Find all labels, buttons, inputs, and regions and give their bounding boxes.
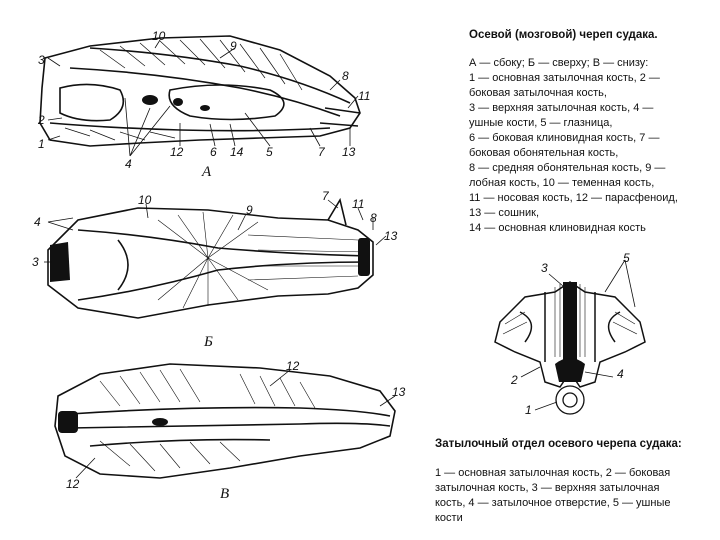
legend-line: кости: [435, 512, 463, 524]
legend-line: 14 — основная клиновидная кость: [469, 222, 646, 234]
label-4: 4: [34, 215, 41, 229]
skull-dorsal-view-figure: [28, 190, 408, 350]
legend-line: 11 — носовая кость, 12 — парасфеноид,: [469, 192, 678, 204]
label-7: 7: [322, 190, 329, 203]
label-8: 8: [342, 69, 349, 83]
skull-ventral-dark-regions: [58, 411, 168, 433]
label-8: 8: [370, 211, 377, 225]
label-4: 4: [125, 157, 132, 171]
legend-line: ушные кости, 5 — глазница,: [469, 117, 613, 129]
legend-line: 3 — верхняя затылочная кость, 4 —: [469, 102, 654, 114]
legend-line: боковая затылочная кость,: [469, 87, 607, 99]
label-13: 13: [342, 145, 356, 159]
legend-line: 13 — сошник,: [469, 207, 540, 219]
label-1: 1: [38, 137, 45, 151]
skull-lateral-leader-lines: [48, 40, 358, 156]
label-13: 13: [392, 385, 406, 399]
label-12-bottom: 12: [66, 477, 80, 491]
label-13: 13: [384, 229, 398, 243]
occipital-leader-lines: [521, 260, 635, 410]
occipital-figure-legend: [435, 466, 710, 526]
skull-lateral-view-figure: [30, 28, 370, 178]
occipital-dark-regions: [555, 282, 585, 382]
label-12-top: 12: [286, 359, 300, 373]
label-5: 5: [623, 252, 630, 265]
view-letter-a: А: [202, 164, 212, 178]
label-11: 11: [352, 197, 365, 211]
label-2: 2: [38, 113, 45, 127]
skull-ventral-outline: [55, 364, 395, 478]
occipital-basioccipital-condyle: [556, 386, 584, 414]
label-2: 2: [511, 373, 518, 387]
view-letter-v: В: [220, 486, 230, 502]
legend-line: лобная кость, 10 — теменная кость,: [469, 177, 655, 189]
legend-line: 1 — основная затылочная кость, 2 —: [469, 72, 660, 84]
label-5: 5: [266, 145, 273, 159]
label-4: 4: [617, 367, 624, 381]
label-3: 3: [38, 53, 45, 67]
label-6: 6: [210, 145, 217, 159]
label-14: 14: [230, 145, 244, 159]
label-9: 9: [246, 203, 253, 217]
label-3: 3: [32, 255, 39, 269]
legend-line: 1 — основная затылочная кость, 2 — боковая: [435, 467, 671, 479]
label-3: 3: [541, 261, 548, 275]
legend-line: затылочная кость, 3 — верхняя затылочная: [435, 482, 660, 494]
label-7: 7: [318, 145, 325, 159]
legend-line: А — сбоку; Б — сверху; В — снизу:: [469, 57, 649, 69]
label-9: 9: [230, 39, 237, 53]
label-1: 1: [525, 403, 532, 417]
occipital-region-figure: [485, 252, 655, 432]
skull-lateral-outline: [40, 36, 360, 146]
view-letter-b: Б: [204, 334, 213, 350]
skull-ventral-hatching: [100, 369, 315, 471]
label-10: 10: [152, 29, 166, 43]
occipital-figure-title: Затылочный отдел осевого черепа судака:: [435, 438, 682, 450]
skull-dorsal-radiating-lines: [158, 212, 368, 308]
skull-ventral-view-figure: [40, 356, 430, 506]
legend-line: 6 — боковая клиновидная кость, 7 —: [469, 132, 660, 144]
label-10: 10: [138, 193, 152, 207]
label-12: 12: [170, 145, 184, 159]
legend-line: кость, 4 — затылочное отверстие, 5 — ушные: [435, 497, 671, 509]
skull-figure-title: Осевой (мозговой) череп судака.: [469, 29, 658, 41]
legend-line: боковая обонятельная кость,: [469, 147, 619, 159]
legend-line: 8 — средняя обонятельная кость, 9 —: [469, 162, 666, 174]
skull-figure-legend: [469, 56, 709, 236]
skull-dorsal-dark-regions: [50, 238, 370, 282]
label-11: 11: [358, 89, 370, 103]
